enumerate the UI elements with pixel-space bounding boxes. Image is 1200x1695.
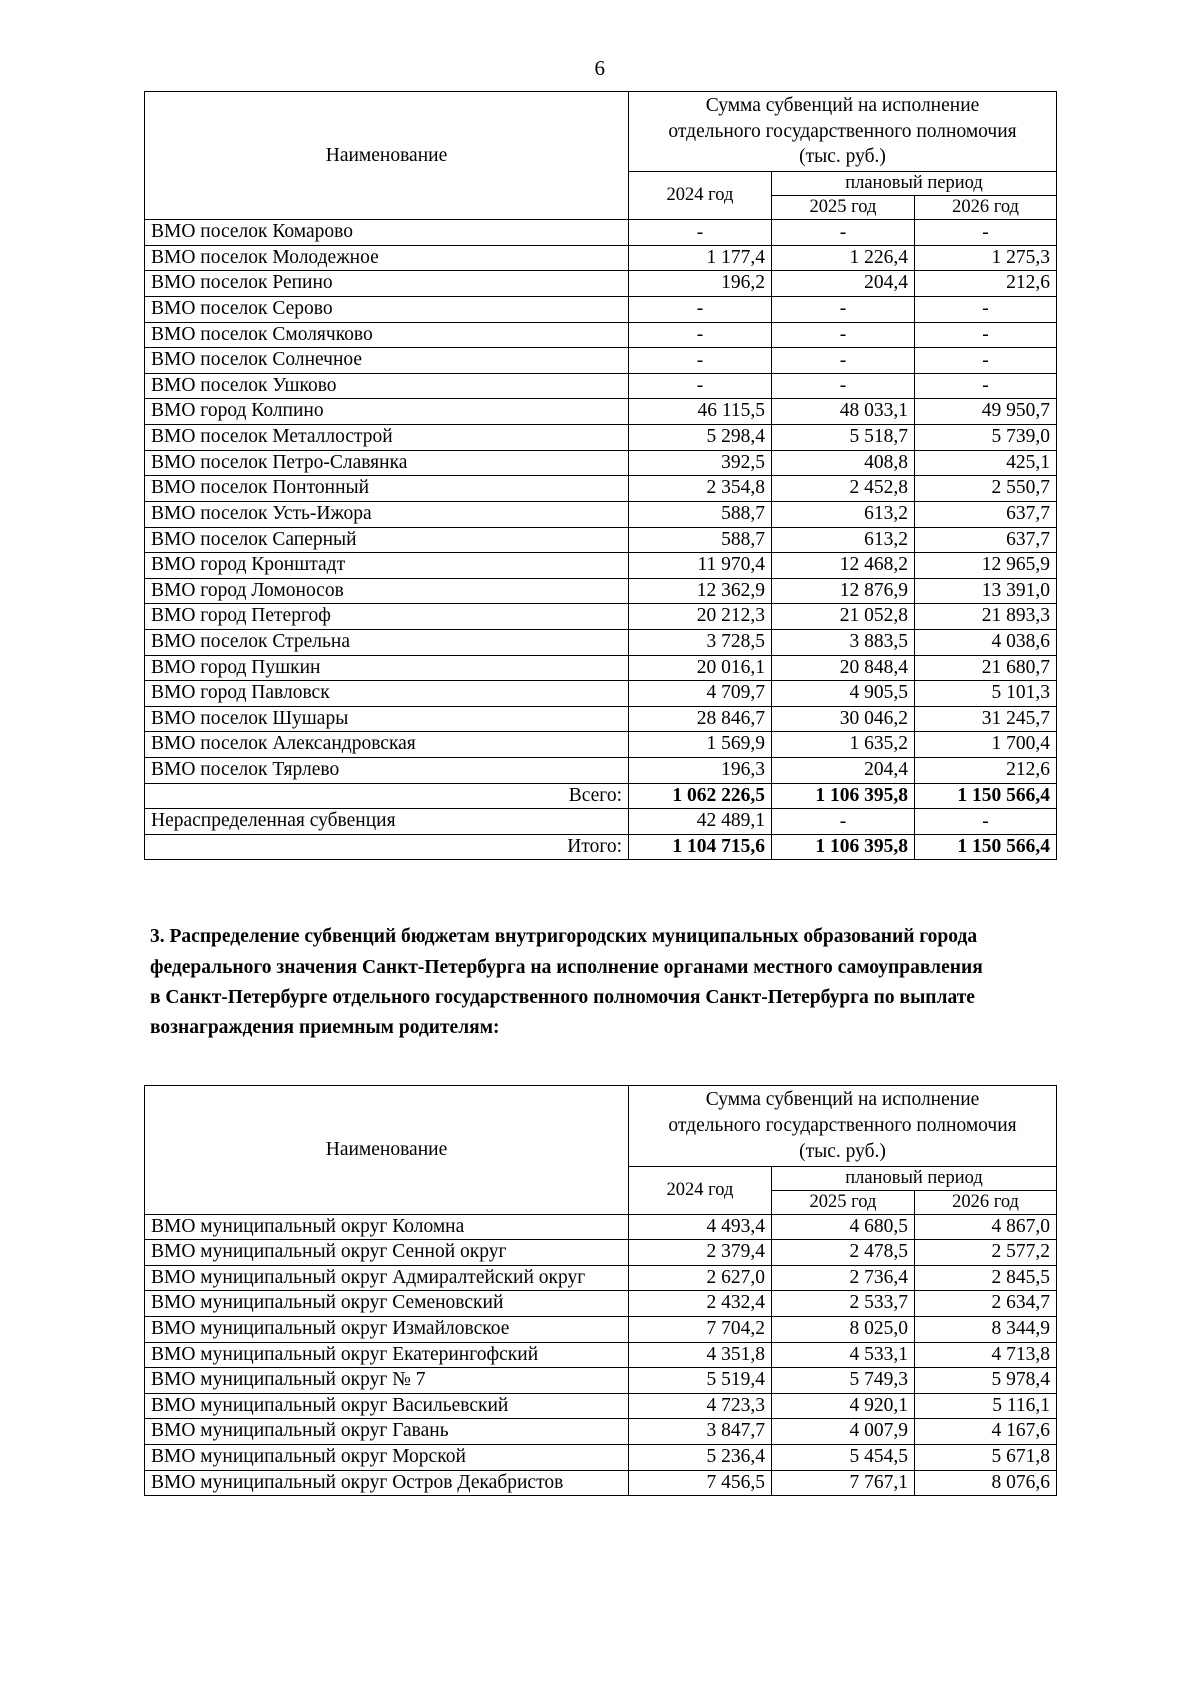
cell-y2024: -: [629, 220, 772, 246]
table-row: [145, 220, 1057, 246]
header-year-2024: 2024 год: [629, 172, 772, 220]
subtotal-y2026: 1 150 566,4: [915, 783, 1057, 809]
table-undistributed-row: [145, 809, 1057, 835]
cell-name: ВМО поселок Репино: [145, 271, 629, 297]
cell-name: ВМО поселок Усть-Ижора: [145, 501, 629, 527]
cell-y2025: 4 920,1: [772, 1393, 915, 1419]
cell-y2025: 12 876,9: [772, 578, 915, 604]
table-row: [145, 348, 1057, 374]
cell-y2024: 2 432,4: [629, 1291, 772, 1317]
cell-y2026: -: [915, 322, 1057, 348]
cell-y2026: 1 275,3: [915, 245, 1057, 271]
section-3-line-2: федерального значения Санкт-Петербурга на исполнение органами местного самоуправления: [150, 956, 983, 978]
table-row: [145, 732, 1057, 758]
cell-y2025: -: [772, 348, 915, 374]
table-row: [145, 604, 1057, 630]
cell-y2025: 2 533,7: [772, 1291, 915, 1317]
cell-y2025: 4 533,1: [772, 1342, 915, 1368]
cell-y2026: -: [915, 348, 1057, 374]
cell-y2026: 4 038,6: [915, 629, 1057, 655]
table-2-head: [145, 1086, 1057, 1214]
cell-y2024: 3 728,5: [629, 629, 772, 655]
cell-y2026: -: [915, 220, 1057, 246]
cell-y2024: 5 519,4: [629, 1368, 772, 1394]
cell-y2025: 5 454,5: [772, 1445, 915, 1471]
total-y2025: 1 106 395,8: [772, 834, 915, 860]
cell-y2024: -: [629, 297, 772, 323]
cell-y2025: 8 025,0: [772, 1316, 915, 1342]
header-sum-line1: Сумма субвенций на исполнение: [705, 1089, 980, 1111]
cell-y2025: 4 905,5: [772, 681, 915, 707]
cell-y2024: 196,3: [629, 758, 772, 784]
table-header-row: [145, 92, 1057, 172]
table-row: [145, 1214, 1057, 1240]
cell-y2024: 4 351,8: [629, 1342, 772, 1368]
cell-name: ВМО поселок Смолячково: [145, 322, 629, 348]
table-row: [145, 578, 1057, 604]
header-name-col: Наименование: [145, 92, 629, 220]
subtotal-y2025: 1 106 395,8: [772, 783, 915, 809]
cell-y2024: 2 627,0: [629, 1265, 772, 1291]
cell-y2025: 1 635,2: [772, 732, 915, 758]
table-row: [145, 681, 1057, 707]
cell-name: ВМО поселок Комарово: [145, 220, 629, 246]
cell-y2026: 21 680,7: [915, 655, 1057, 681]
cell-y2024: 20 212,3: [629, 604, 772, 630]
table-row: [145, 245, 1057, 271]
table-row: [145, 1240, 1057, 1266]
header-year-2025: 2025 год: [772, 1190, 915, 1214]
cell-y2024: 588,7: [629, 501, 772, 527]
cell-y2025: 204,4: [772, 271, 915, 297]
cell-y2025: 613,2: [772, 501, 915, 527]
cell-y2026: 8 076,6: [915, 1470, 1057, 1496]
cell-name: ВМО поселок Солнечное: [145, 348, 629, 374]
cell-y2024: 7 704,2: [629, 1316, 772, 1342]
table-row: [145, 1419, 1057, 1445]
cell-y2025: 12 468,2: [772, 553, 915, 579]
total-y2026: 1 150 566,4: [915, 834, 1057, 860]
table-row: [145, 1470, 1057, 1496]
cell-name: ВМО поселок Серово: [145, 297, 629, 323]
table-row: [145, 271, 1057, 297]
cell-y2024: 4 723,3: [629, 1393, 772, 1419]
table-row: [145, 527, 1057, 553]
cell-name: ВМО поселок Стрельна: [145, 629, 629, 655]
cell-y2026: 8 344,9: [915, 1316, 1057, 1342]
cell-y2026: 4 713,8: [915, 1342, 1057, 1368]
cell-name: ВМО город Колпино: [145, 399, 629, 425]
cell-y2025: -: [772, 373, 915, 399]
header-year-2026: 2026 год: [915, 196, 1057, 220]
cell-name: ВМО муниципальный округ Остров Декабристов: [145, 1470, 629, 1496]
cell-y2025: -: [772, 322, 915, 348]
cell-y2024: 4 709,7: [629, 681, 772, 707]
cell-y2025: 204,4: [772, 758, 915, 784]
cell-y2025: 4 680,5: [772, 1214, 915, 1240]
cell-y2026: 2 845,5: [915, 1265, 1057, 1291]
cell-name: ВМО город Павловск: [145, 681, 629, 707]
section-3-paragraph: [150, 860, 1050, 1051]
cell-y2025: 408,8: [772, 450, 915, 476]
spacer: [0, 1051, 1200, 1085]
cell-name: ВМО город Ломоносов: [145, 578, 629, 604]
total-label: Итого:: [145, 834, 629, 860]
header-planning-period: плановый период: [772, 172, 1057, 196]
cell-name: ВМО муниципальный округ Коломна: [145, 1214, 629, 1240]
table-row: [145, 322, 1057, 348]
cell-y2025: -: [772, 297, 915, 323]
cell-name: ВМО муниципальный округ Измайловское: [145, 1316, 629, 1342]
cell-y2025: 20 848,4: [772, 655, 915, 681]
subventions-table-1: [144, 91, 1057, 860]
cell-y2026: -: [915, 373, 1057, 399]
cell-y2025: 7 767,1: [772, 1470, 915, 1496]
cell-name: ВМО поселок Александровская: [145, 732, 629, 758]
cell-y2026: 5 978,4: [915, 1368, 1057, 1394]
table-total-row: [145, 834, 1057, 860]
cell-y2025: 613,2: [772, 527, 915, 553]
cell-y2026: 2 550,7: [915, 476, 1057, 502]
cell-y2025: 5 518,7: [772, 425, 915, 451]
table-header-row: [145, 1086, 1057, 1166]
table-row: [145, 758, 1057, 784]
header-sum-line2: отдельного государственного полномочия: [668, 1115, 1017, 1137]
table-row: [145, 1445, 1057, 1471]
cell-y2024: -: [629, 322, 772, 348]
cell-y2024: 1 569,9: [629, 732, 772, 758]
cell-y2026: 12 965,9: [915, 553, 1057, 579]
cell-y2026: 637,7: [915, 501, 1057, 527]
cell-y2024: 11 970,4: [629, 553, 772, 579]
table-row: [145, 1368, 1057, 1394]
table-row: [145, 1265, 1057, 1291]
header-name-col: Наименование: [145, 1086, 629, 1214]
header-sum-title: [629, 92, 1057, 172]
cell-y2024: 3 847,7: [629, 1419, 772, 1445]
cell-y2026: 212,6: [915, 271, 1057, 297]
header-year-2025: 2025 год: [772, 196, 915, 220]
table-row: [145, 501, 1057, 527]
cell-y2026: 637,7: [915, 527, 1057, 553]
undistributed-y2025: -: [772, 809, 915, 835]
table-row: [145, 629, 1057, 655]
header-planning-period: плановый период: [772, 1166, 1057, 1190]
subtotal-y2024: 1 062 226,5: [629, 783, 772, 809]
cell-y2026: 13 391,0: [915, 578, 1057, 604]
total-y2024: 1 104 715,6: [629, 834, 772, 860]
cell-y2026: 2 634,7: [915, 1291, 1057, 1317]
cell-name: ВМО город Пушкин: [145, 655, 629, 681]
cell-name: ВМО муниципальный округ Семеновский: [145, 1291, 629, 1317]
table-row: [145, 425, 1057, 451]
cell-name: ВМО поселок Металлострой: [145, 425, 629, 451]
cell-y2026: 2 577,2: [915, 1240, 1057, 1266]
header-year-2026: 2026 год: [915, 1190, 1057, 1214]
cell-y2026: 5 671,8: [915, 1445, 1057, 1471]
cell-y2026: 5 116,1: [915, 1393, 1057, 1419]
table-2-body: [145, 1214, 1057, 1496]
cell-y2025: 1 226,4: [772, 245, 915, 271]
cell-y2026: 5 739,0: [915, 425, 1057, 451]
header-sum-line3: (тыс. руб.): [799, 1140, 886, 1162]
cell-y2026: 1 700,4: [915, 732, 1057, 758]
cell-name: ВМО город Петергоф: [145, 604, 629, 630]
cell-name: ВМО муниципальный округ Адмиралтейский округ: [145, 1265, 629, 1291]
cell-y2026: 212,6: [915, 758, 1057, 784]
table-row: [145, 476, 1057, 502]
cell-name: ВМО муниципальный округ Екатерингофский: [145, 1342, 629, 1368]
subventions-table-2: [144, 1085, 1057, 1496]
cell-y2025: 4 007,9: [772, 1419, 915, 1445]
header-sum-line3: (тыс. руб.): [799, 146, 886, 168]
cell-y2026: 425,1: [915, 450, 1057, 476]
cell-y2025: 2 478,5: [772, 1240, 915, 1266]
table-row: [145, 1316, 1057, 1342]
cell-y2025: 2 736,4: [772, 1265, 915, 1291]
cell-y2024: 20 016,1: [629, 655, 772, 681]
undistributed-label: Нераспределенная субвенция: [145, 809, 629, 835]
undistributed-y2026: -: [915, 809, 1057, 835]
cell-y2024: 28 846,7: [629, 706, 772, 732]
cell-y2025: 5 749,3: [772, 1368, 915, 1394]
table-row: [145, 450, 1057, 476]
cell-y2025: 48 033,1: [772, 399, 915, 425]
header-sum-title: [629, 1086, 1057, 1166]
cell-y2025: 21 052,8: [772, 604, 915, 630]
undistributed-y2024: 42 489,1: [629, 809, 772, 835]
cell-name: ВМО поселок Понтонный: [145, 476, 629, 502]
header-year-2024: 2024 год: [629, 1166, 772, 1214]
table-row: [145, 1342, 1057, 1368]
section-3-line-1: 3. Распределение субвенций бюджетам внутригородских муниципальных образований города: [150, 926, 978, 948]
table-row: [145, 297, 1057, 323]
cell-y2025: 2 452,8: [772, 476, 915, 502]
table-1-body: [145, 220, 1057, 860]
cell-y2026: 31 245,7: [915, 706, 1057, 732]
cell-y2026: 4 167,6: [915, 1419, 1057, 1445]
table-row: [145, 553, 1057, 579]
cell-name: ВМО муниципальный округ № 7: [145, 1368, 629, 1394]
table-row: [145, 1393, 1057, 1419]
table-row: [145, 399, 1057, 425]
cell-name: ВМО поселок Ушково: [145, 373, 629, 399]
cell-y2026: 5 101,3: [915, 681, 1057, 707]
cell-y2024: 2 354,8: [629, 476, 772, 502]
cell-y2025: 3 883,5: [772, 629, 915, 655]
cell-y2024: 4 493,4: [629, 1214, 772, 1240]
cell-y2026: -: [915, 297, 1057, 323]
cell-y2026: 4 867,0: [915, 1214, 1057, 1240]
table-row: [145, 655, 1057, 681]
cell-y2024: 1 177,4: [629, 245, 772, 271]
cell-name: ВМО поселок Шушары: [145, 706, 629, 732]
cell-y2026: 49 950,7: [915, 399, 1057, 425]
cell-y2025: 30 046,2: [772, 706, 915, 732]
cell-name: ВМО муниципальный округ Морской: [145, 1445, 629, 1471]
cell-y2024: 196,2: [629, 271, 772, 297]
section-3-line-4: вознаграждения приемным родителям:: [150, 1017, 500, 1039]
cell-y2024: -: [629, 348, 772, 374]
cell-y2024: 5 236,4: [629, 1445, 772, 1471]
cell-name: ВМО муниципальный округ Васильевский: [145, 1393, 629, 1419]
header-sum-line2: отдельного государственного полномочия: [668, 120, 1017, 142]
cell-name: ВМО поселок Тярлево: [145, 758, 629, 784]
table-row: [145, 1291, 1057, 1317]
cell-name: ВМО муниципальный округ Сенной округ: [145, 1240, 629, 1266]
cell-y2025: -: [772, 220, 915, 246]
header-sum-line1: Сумма субвенций на исполнение: [705, 95, 980, 116]
subtotal-label: Всего:: [145, 783, 629, 809]
cell-name: ВМО поселок Молодежное: [145, 245, 629, 271]
page-number: 6: [594, 56, 606, 80]
cell-name: ВМО муниципальный округ Гавань: [145, 1419, 629, 1445]
cell-y2024: 2 379,4: [629, 1240, 772, 1266]
cell-y2024: -: [629, 373, 772, 399]
table-1-head: [145, 92, 1057, 220]
cell-name: ВМО поселок Петро-Славянка: [145, 450, 629, 476]
table-row: [145, 706, 1057, 732]
table-1-wrapper: [144, 91, 1056, 860]
cell-name: ВМО поселок Саперный: [145, 527, 629, 553]
cell-name: ВМО город Кронштадт: [145, 553, 629, 579]
table-subtotal-row: [145, 783, 1057, 809]
cell-y2024: 588,7: [629, 527, 772, 553]
cell-y2024: 7 456,5: [629, 1470, 772, 1496]
table-2-wrapper: [144, 1085, 1056, 1496]
cell-y2024: 46 115,5: [629, 399, 772, 425]
cell-y2024: 5 298,4: [629, 425, 772, 451]
table-row: [145, 373, 1057, 399]
cell-y2024: 392,5: [629, 450, 772, 476]
cell-y2026: 21 893,3: [915, 604, 1057, 630]
cell-y2024: 12 362,9: [629, 578, 772, 604]
section-3-line-3: в Санкт-Петербурге отдельного государственного полномочия Санкт-Петербурга по выплате: [150, 986, 975, 1008]
